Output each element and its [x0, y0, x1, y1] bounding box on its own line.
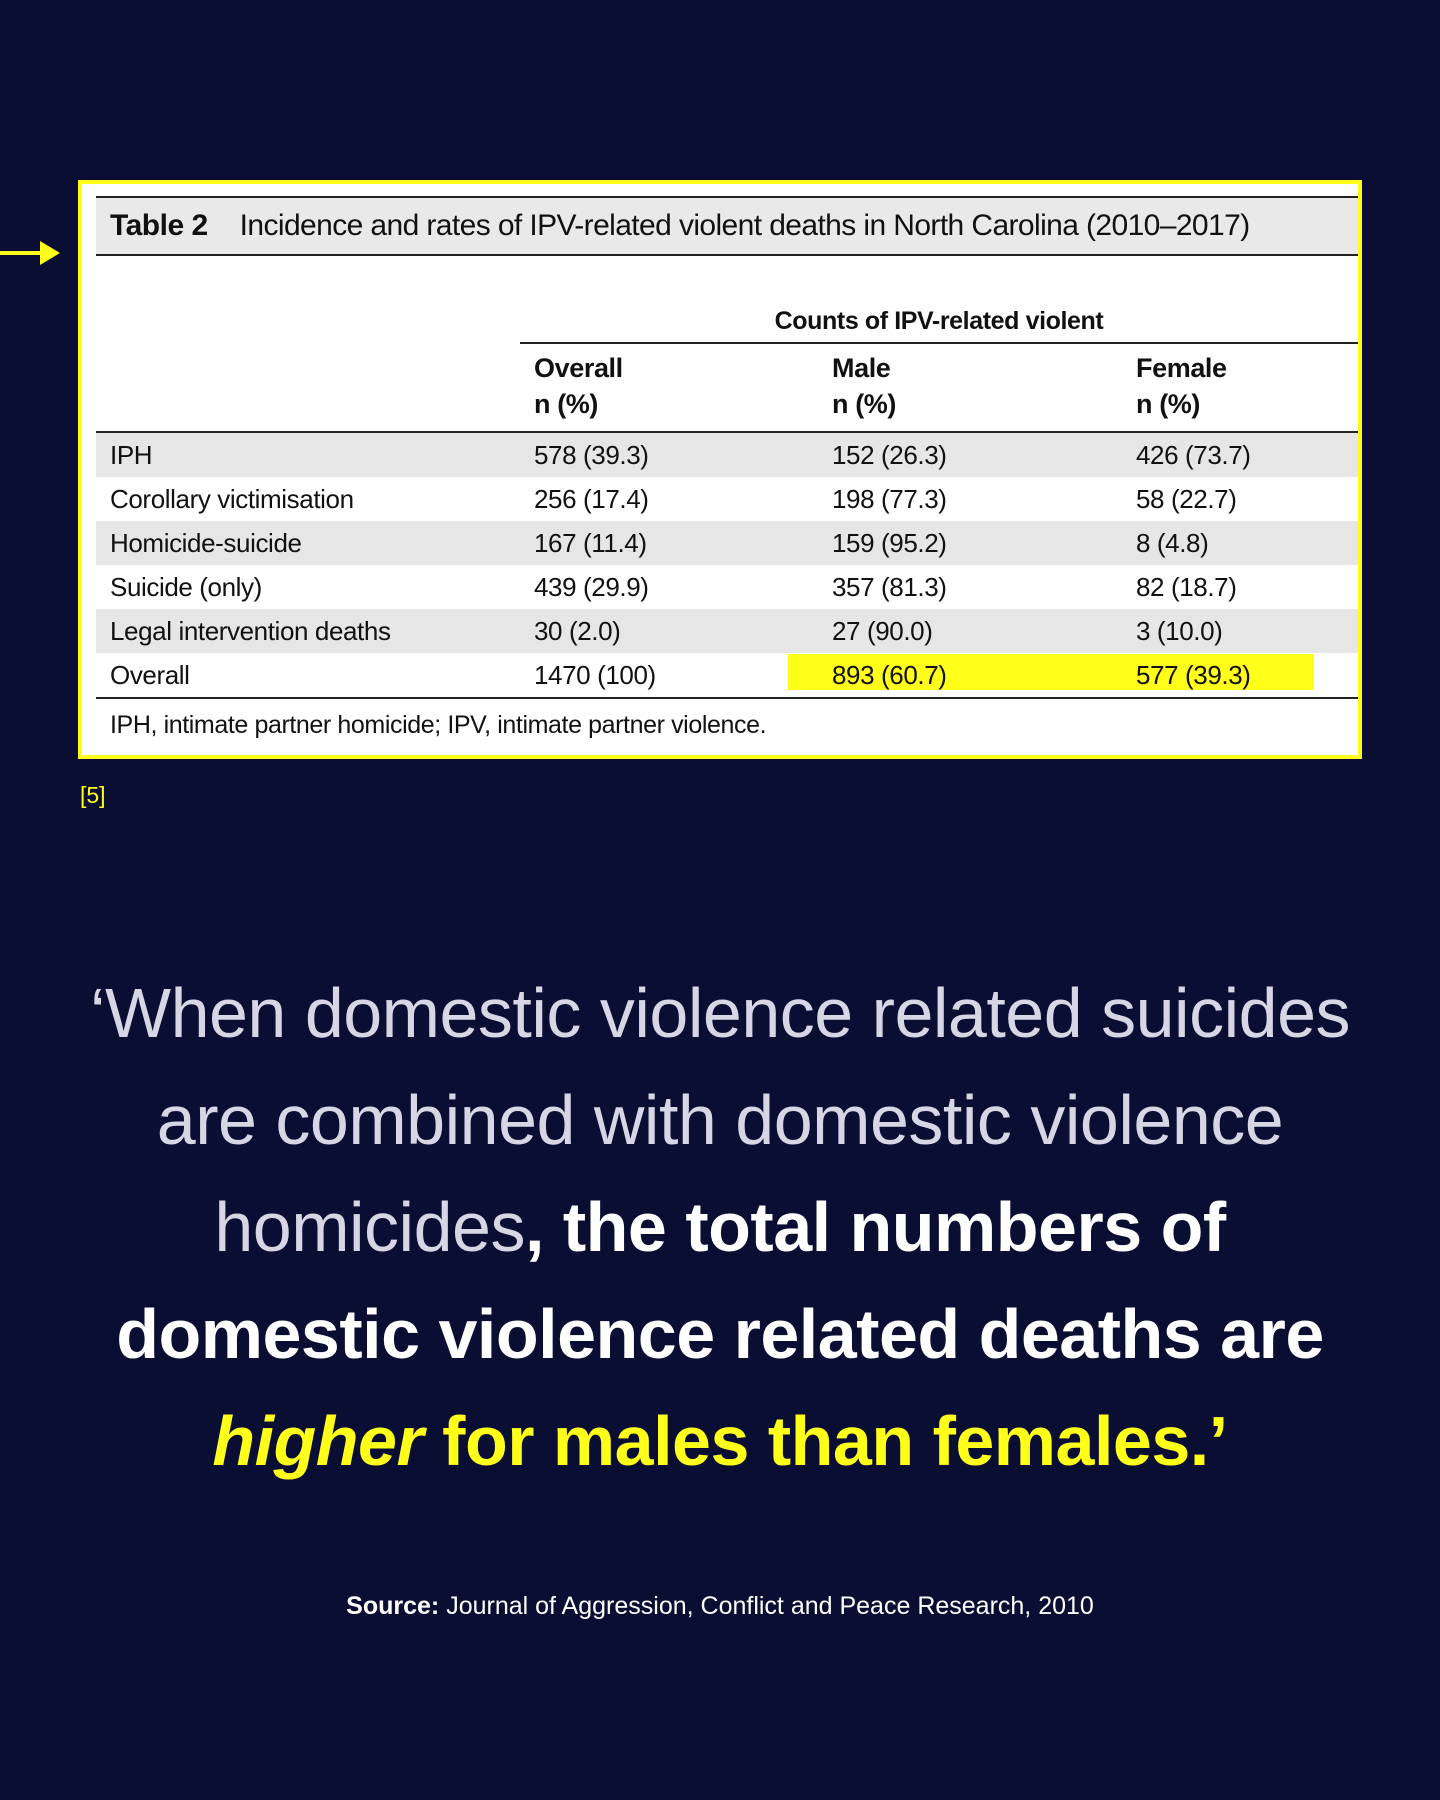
row-label: Corollary victimisation — [110, 484, 354, 514]
table-title-bar — [96, 196, 1358, 256]
table-caption: Incidence and rates of IPV-related violent deaths in North Carolina (2010–2017) — [239, 209, 1250, 242]
column-header-male — [832, 350, 896, 422]
quote-text-light: ‘When domestic violence related suicides are combined with domestic violence homicides — [89, 974, 1351, 1266]
cell-overall: 1470 (100) — [534, 660, 656, 690]
row-label: Suicide (only) — [110, 572, 262, 602]
cell-male: 198 (77.3) — [832, 484, 947, 514]
column-unit: n (%) — [1136, 389, 1200, 419]
row-label: Legal intervention deaths — [110, 616, 391, 646]
reference-marker: [5] — [80, 782, 106, 808]
pull-quote — [60, 960, 1380, 1495]
cell-female: 3 (10.0) — [1136, 616, 1223, 646]
table-row — [96, 521, 1358, 565]
quote-emphasis: higher — [212, 1402, 424, 1480]
quote-text-highlight: for males than females.’ — [423, 1402, 1228, 1480]
cell-female: 82 (18.7) — [1136, 572, 1237, 602]
cell-male: 357 (81.3) — [832, 572, 947, 602]
cell-overall: 256 (17.4) — [534, 484, 649, 514]
table-row — [96, 477, 1358, 521]
table-card — [78, 180, 1362, 759]
column-unit: n (%) — [832, 389, 896, 419]
column-header-row — [96, 344, 1358, 433]
source-text: Journal of Aggression, Conflict and Peace Research, 2010 — [439, 1592, 1094, 1620]
table-row — [96, 433, 1358, 477]
table-row — [96, 565, 1358, 609]
cell-female: 8 (4.8) — [1136, 528, 1209, 558]
cell-male: 152 (26.3) — [832, 440, 947, 470]
cell-male: 27 (90.0) — [832, 616, 933, 646]
table-row — [96, 609, 1358, 653]
arrow-right-icon — [0, 236, 62, 270]
column-unit: n (%) — [534, 389, 598, 419]
cell-male: 159 (95.2) — [832, 528, 947, 558]
cell-overall: 439 (29.9) — [534, 572, 649, 602]
table-footnote: IPH, intimate partner homicide; IPV, intimate partner violence. — [110, 711, 767, 739]
column-group-header: Counts of IPV-related violent — [520, 300, 1358, 344]
quote-text-bold: , the total numbers of domestic violence related deaths are — [116, 1188, 1324, 1373]
table-row-overall — [96, 653, 1358, 699]
cell-overall: 30 (2.0) — [534, 616, 621, 646]
cell-female: 58 (22.7) — [1136, 484, 1237, 514]
column-header-female — [1136, 350, 1227, 422]
column-name: Male — [832, 353, 891, 383]
table-number: Table 2 — [110, 209, 208, 242]
cell-female: 426 (73.7) — [1136, 440, 1251, 470]
column-group-row — [96, 256, 1358, 344]
cell-male-highlighted: 893 (60.7) — [832, 660, 947, 690]
row-label: Homicide-suicide — [110, 528, 302, 558]
column-header-overall — [534, 350, 623, 422]
row-label: Overall — [110, 660, 190, 690]
source-citation — [0, 1592, 1440, 1621]
column-name: Overall — [534, 353, 623, 383]
row-label: IPH — [110, 440, 153, 470]
data-table — [96, 196, 1358, 751]
cell-overall: 578 (39.3) — [534, 440, 649, 470]
cell-overall: 167 (11.4) — [534, 528, 647, 558]
cell-female-highlighted: 577 (39.3) — [1136, 660, 1251, 690]
column-name: Female — [1136, 353, 1227, 383]
source-label: Source: — [346, 1592, 440, 1620]
